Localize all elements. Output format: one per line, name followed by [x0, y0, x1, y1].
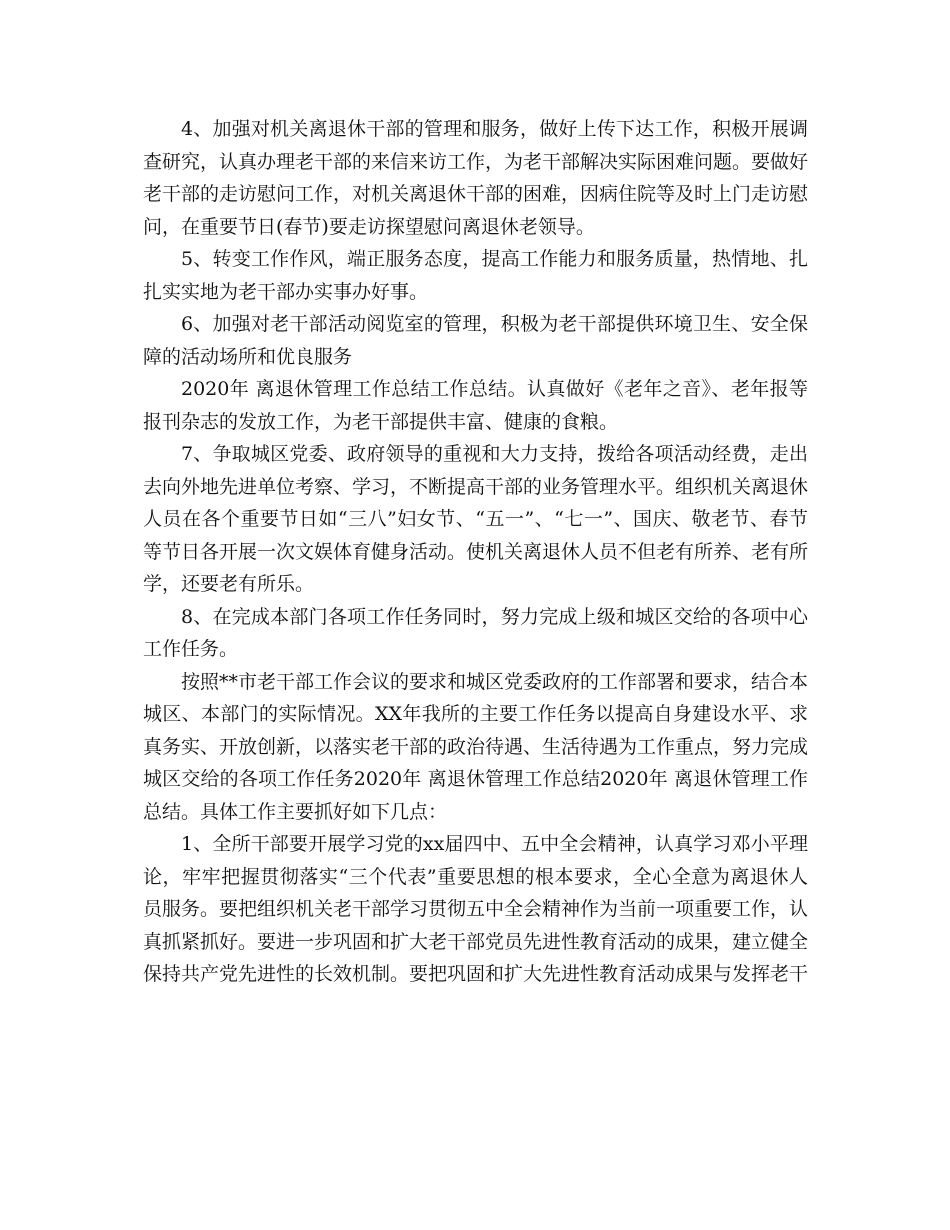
document-body	[143, 113, 808, 991]
paragraph-work-plan: 按照**市老干部工作会议的要求和城区党委政府的工作部署和要求，结合本城区、本部门的实际情况。XX年我所的主要工作任务以提高自身建设水平、求真务实、开放创新，以落实老干部的政治待遇、生活待遇为工作重点，努力完成城区交给的各项工作任务2020年 离退休管理工作总结2020年 离退休管理工作总结。具体工作主要抓好如下几点：	[143, 670, 809, 823]
paragraph-summary-2020: 2020年 离退休管理工作总结工作总结。认真做好《老年之音》、老年报等报刊杂志的发放工作，为老干部提供丰富、健康的食粮。	[143, 378, 808, 433]
paragraph-item-8: 8、在完成本部门各项工作任务同时，努力完成上级和城区交给的各项中心工作任务。	[143, 605, 808, 660]
paragraph-plan-item-1: 1、全所干部要开展学习党的xx届四中、五中全会精神，认真学习邓小平理论，牢牢把握贯彻落实“三个代表”重要思想的根本要求，全心全意为离退休人员服务。要把组织机关老干部学习贯彻五中全会精神作为当前一项重要工作，认真抓紧抓好。要进一步巩固和扩大老干部党员先进性教育活动的成果，建立健全保持共产党先进性的长效机制。要把巩固和扩大先进性教育活动成果与发挥老干	[143, 833, 809, 985]
paragraph-item-5: 5、转变工作作风，端正服务态度，提高工作能力和服务质量，热情地、扎扎实实地为老干部办实事办好事。	[143, 248, 808, 303]
paragraph-item-7: 7、争取城区党委、政府领导的重视和大力支持，拨给各项活动经费，走出去向外地先进单位考察、学习，不断提高干部的业务管理水平。组织机关离退休人员在各个重要节日如“三八”妇女节、“五一”、“七一”、国庆、敬老节、春节等节日各开展一次文娱体育健身活动。使机关离退休人员不但老有所养、老有所学，还要老有所乐。	[143, 443, 809, 595]
paragraph-item-4: 4、加强对机关离退休干部的管理和服务，做好上传下达工作，积极开展调查研究，认真办理老干部的来信来访工作，为老干部解决实际困难问题。要做好老干部的走访慰问工作，对机关离退休干部的困难，因病住院等及时上门走访慰问，在重要节日(春节)要走访探望慰问离退休老领导。	[143, 118, 809, 238]
paragraph-item-6: 6、加强对老干部活动阅览室的管理，积极为老干部提供环境卫生、安全保障的活动场所和优良服务	[143, 313, 808, 368]
